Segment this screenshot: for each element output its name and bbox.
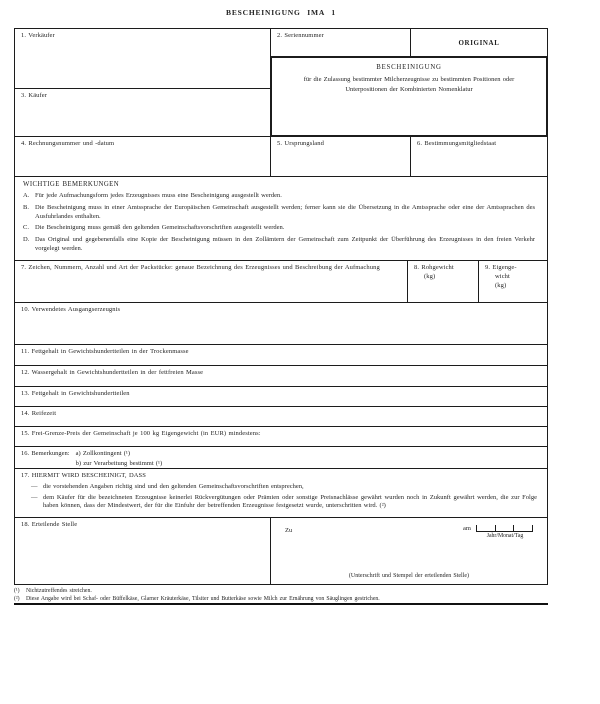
field-17-dash-1: — [31, 482, 38, 490]
date-format-hint: Jahr/Monat/Tag [486, 533, 524, 539]
date-tick-boxes [476, 525, 533, 532]
field-7-packstuecke [14, 260, 408, 303]
field-5-label: 5. Ursprungsland [277, 140, 324, 147]
field-16-label: 16. Bemerkungen: [21, 450, 70, 457]
field-14-label: 14. Reifezeit [21, 410, 57, 417]
remark-item-d [23, 236, 539, 254]
field-4-label: 4. Rechnungsnummer und -datum [21, 140, 115, 147]
remark-letter-b: B. [23, 203, 29, 211]
field-17-dash-2: — [31, 493, 38, 501]
field-5-ursprungsland [270, 136, 411, 177]
field-17-item-1 [21, 483, 541, 492]
footnotes [14, 588, 548, 603]
original-stamp-box [410, 28, 548, 57]
remark-text-c: Die Bescheinigung muss gemäß den geltenden Gemeinschaftsvorschriften ausgestellt werden. [35, 224, 285, 232]
field-7-label: 7. Zeichen, Nummern, Anzahl und Art der Packstücke: genaue Bezeichnung des Erzeugnisses und Beschreibung der Aufmachung [21, 264, 380, 271]
field-13-fettgehalt [14, 386, 548, 407]
field-8-rohgewicht [407, 260, 479, 303]
issue-date-field [463, 525, 533, 539]
field-16-item-a: a) Zollkontingent (¹) [75, 450, 131, 457]
bottom-rule [14, 603, 548, 605]
certificate-heading-box [270, 56, 548, 137]
field-18-label: 18. Erteilende Stelle [21, 521, 78, 528]
field-2-label: 2. Seriennummer [277, 32, 324, 39]
field-2-seriennummer [270, 28, 411, 57]
footnote-2-text: Diese Angabe wird bei Schaf- oder Büffelkäse, Glarner Kräuterkäse, Tilsiter und Butterkäse sowie Milch zur Ernährung von Säuglingen gestrichen. [26, 595, 380, 602]
footnote-2 [14, 596, 548, 604]
field-16-item-b: b) zur Verarbeitung bestimmt (¹) [75, 460, 163, 468]
field-8-label: 8. Rohgewicht [414, 264, 454, 271]
field-17-item-2 [21, 494, 541, 512]
field-15-frei-grenze-preis [14, 426, 548, 447]
remark-text-b: Die Bescheinigung muss in einer Amtssprache der Europäischen Gemeinschaft ausgestellt werden; ferner kann sie die Übersetzung in die Amtssprache oder eine der Amtssprachen des Ausfuhrlandes enthalten. [35, 203, 535, 220]
remark-item-a [23, 192, 539, 201]
field-11-fettgehalt-trockenmasse [14, 344, 548, 366]
date-am-label: am [463, 525, 471, 532]
field-10-ausgangserzeugnis [14, 302, 548, 345]
remark-letter-c: C. [23, 224, 29, 232]
field-12-wassergehalt [14, 365, 548, 387]
footnote-2-mark: (²) [14, 595, 20, 602]
original-label: ORIGINAL [458, 38, 500, 47]
field-3-label: 3. Käufer [21, 92, 48, 99]
remark-item-c [23, 224, 539, 233]
footnote-1 [14, 588, 548, 596]
field-18-erteilende-stelle [14, 517, 271, 585]
field-1-label: 1. Verkäufer [21, 32, 55, 39]
field-16-bemerkungen [14, 446, 548, 469]
field-17-bescheinigt [14, 468, 548, 518]
field-12-label: 12. Wassergehalt in Gewichtshundertteilen in der fettfreien Masse [21, 369, 204, 376]
field-1-verkaeufer [14, 28, 271, 89]
page-title: BESCHEINIGUNG IMA 1 [226, 8, 336, 17]
field-13-label: 13. Fettgehalt in Gewichtshundertteilen [21, 390, 130, 397]
important-remarks-box [14, 176, 548, 261]
remarks-heading: WICHTIGE BEMERKUNGEN [23, 181, 120, 188]
field-6-bestimmungsmitgliedstaat [410, 136, 548, 177]
remark-item-b [23, 204, 539, 222]
field-10-label: 10. Verwendetes Ausgangserzeugnis [21, 306, 121, 313]
field-8-unit: (kg) [424, 272, 436, 280]
signature-stamp-hint: (Unterschrift und Stempel der erteilenden Stelle) [348, 573, 470, 579]
footnote-1-text: Nichtzutreffendes streichen. [26, 588, 92, 594]
field-11-label: 11. Fettgehalt in Gewichtshundertteilen in der Trockenmasse [21, 348, 189, 355]
footnote-1-mark: (¹) [14, 588, 20, 594]
remark-text-d: Das Original und gegebenenfalls eine Kopie der Bescheinigung müssen in den Zollämtern der Gemeinschaft zum Zeitpunkt der Überführung des Erzeugnisses in den freien Verkehr vorgelegt werden. [35, 236, 535, 252]
field-9-label-line1: 9. Eigenge- [485, 264, 517, 271]
field-17-text-1: die vorstehenden Angaben richtig sind und den geltenden Gemeinschaftsvorschriften entsprechen, [43, 482, 304, 490]
remark-letter-a: A. [23, 192, 30, 199]
field-9-eigengewicht [478, 260, 548, 303]
certificate-heading: BESCHEINIGUNG [376, 64, 442, 71]
issue-place-date-box [270, 517, 548, 585]
field-17-text-2: dem Käufer für die bezeichneten Erzeugnisse keinerlei Rückvergütungen oder Prämien oder sonstige Preisnachlässe gewährt wurden noch in Zukunft gewährt werden, die zur Folge haben können, dass der Mindestwert, der für die Einfuhr der betreffenden Erzeugnisse festgesetzt wurde, unterschritten wird. (²) [43, 493, 537, 510]
remark-letter-d: D. [23, 236, 30, 244]
field-14-reifezeit [14, 406, 548, 427]
field-4-rechnungsnummer [14, 136, 271, 177]
remark-text-a: Für jede Aufmachungsform jedes Erzeugnisses muss eine Bescheinigung ausgestellt werden. [35, 192, 282, 199]
certificate-subtext: für die Zulassung bestimmter Milcherzeugnisse zu bestimmten Positionen oder Unterpositionen der Kombinierten Nomenklatur [303, 76, 515, 93]
field-3-kaeufer [14, 88, 271, 137]
field-9-unit: (kg) [495, 281, 507, 289]
field-9-label-line2: wicht [495, 272, 510, 280]
field-17-heading: 17. HIERMIT WIRD BESCHEINIGT, DASS [21, 472, 146, 479]
issued-at-label: Zu [285, 527, 293, 534]
field-6-label: 6. Bestimmungsmitgliedstaat [417, 140, 497, 147]
field-15-label: 15. Frei-Grenze-Preis der Gemeinschaft je 100 kg Eigengewicht (in EUR) mindestens: [21, 430, 261, 437]
